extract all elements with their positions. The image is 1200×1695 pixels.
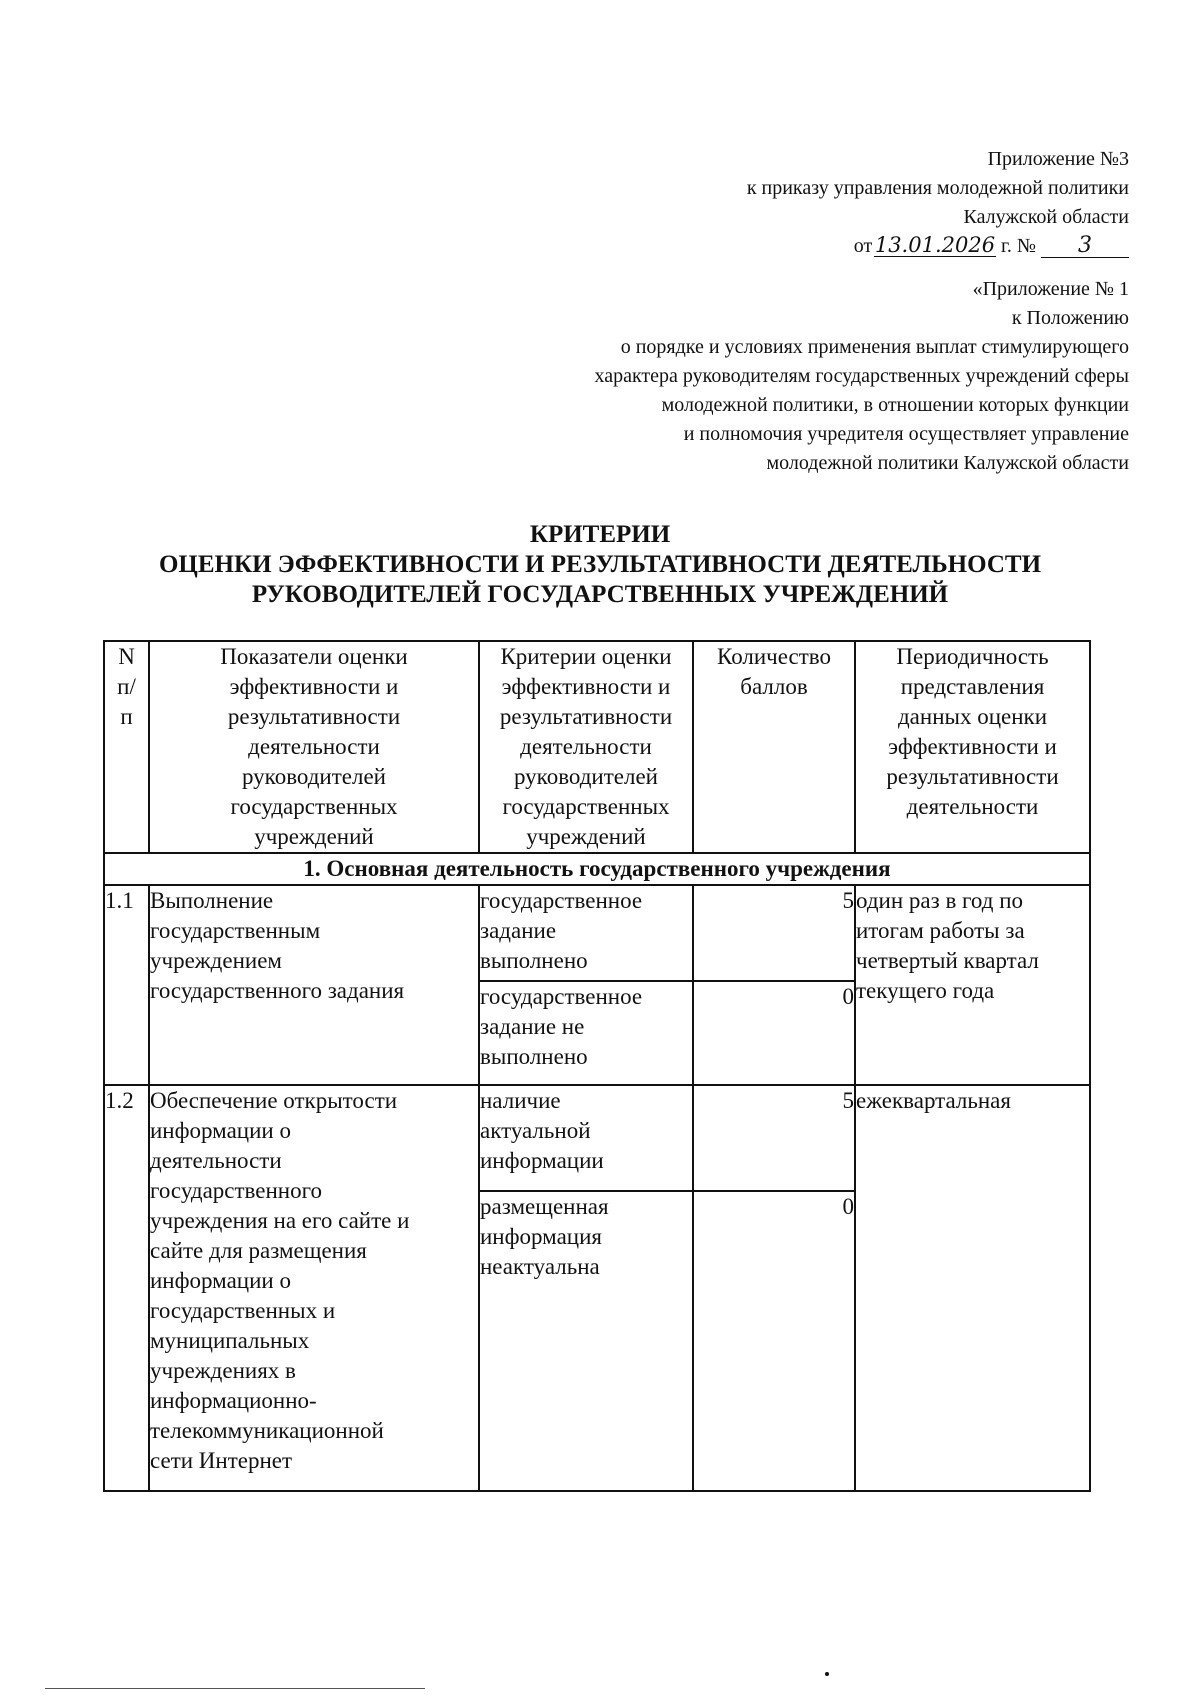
periodicity-cell: ежеквартальная <box>855 1085 1090 1491</box>
points-cell: 0 <box>693 1191 855 1491</box>
table-row <box>104 1085 1090 1191</box>
footer-divider <box>45 1688 425 1689</box>
regulation-line-4: характера руководителям государственных учреждений сферы <box>594 365 1129 387</box>
table-row <box>104 885 1090 981</box>
points-cell: 0 <box>693 981 855 1085</box>
header-indicator: Показатели оценки эффективности и результативности деятельности руководителей государственных учреждений <box>149 641 479 853</box>
indicator-cell: Выполнение государственным учреждением государственного задания <box>149 885 479 1085</box>
criteria-cell: государственное задание не выполнено <box>479 981 693 1085</box>
year-suffix: г. <box>1000 235 1012 257</box>
header-points: Количество баллов <box>693 641 855 853</box>
table-header-row <box>104 641 1090 853</box>
appendix-order-line: к приказу управления молодежной политики <box>746 177 1129 199</box>
regulation-line-6: и полномочия учредителя осуществляет управление <box>683 423 1129 445</box>
appendix-region-line: Калужской области <box>963 206 1129 228</box>
title-line-1: КРИТЕРИИ <box>529 521 671 548</box>
points-cell: 5 <box>693 1085 855 1191</box>
appendix-title: Приложение №3 <box>987 148 1129 170</box>
handwritten-date: 13.01.2026 <box>874 233 996 257</box>
section-title: 1. Основная деятельность государственного учреждения <box>104 853 1090 885</box>
criteria-cell: наличие актуальной информации <box>479 1085 693 1191</box>
criteria-table <box>103 640 1091 1492</box>
header-criteria: Критерии оценки эффективности и результативности деятельности руководителей государственных учреждений <box>479 641 693 853</box>
criteria-cell: государственное задание выполнено <box>479 885 693 981</box>
date-prefix: от <box>853 235 873 257</box>
title-line-2: ОЦЕНКИ ЭФФЕКТИВНОСТИ И РЕЗУЛЬТАТИВНОСТИ ДЕЯТЕЛЬНОСТИ <box>158 551 1042 578</box>
points-cell: 5 <box>693 885 855 981</box>
row-number: 1.2 <box>104 1085 149 1491</box>
regulation-line-7: молодежной политики Калужской области <box>766 452 1129 474</box>
number-label: № <box>1016 235 1036 257</box>
criteria-cell: размещенная информация неактуальна <box>479 1191 693 1491</box>
appendix-header <box>747 145 1129 261</box>
periodicity-cell: один раз в год по итогам работы за четвертый квартал текущего года <box>855 885 1090 1085</box>
indicator-cell: Обеспечение открытости информации о деятельности государственного учреждения на его сайте и сайте для размещения информации о государственных и муниципальных учреждениях в информационно- телекоммуникационной сети Интернет <box>149 1085 479 1491</box>
document-title <box>0 520 1200 610</box>
scan-dot <box>825 1672 829 1676</box>
regulation-line-2: к Положению <box>1011 307 1129 329</box>
row-number: 1.1 <box>104 885 149 1085</box>
regulation-header <box>594 275 1129 478</box>
section-row <box>104 853 1090 885</box>
title-line-3: РУКОВОДИТЕЛЕЙ ГОСУДАРСТВЕННЫХ УЧРЕЖДЕНИЙ <box>251 581 949 608</box>
regulation-line-1: «Приложение № 1 <box>972 278 1129 300</box>
header-periodicity: Периодичность представления данных оценки эффективности и результативности деятельности <box>855 641 1090 853</box>
regulation-line-3: о порядке и условиях применения выплат стимулирующего <box>620 336 1129 358</box>
regulation-line-5: молодежной политики, в отношении которых функции <box>661 394 1129 416</box>
header-num: N п/ п <box>104 641 149 853</box>
appendix-date-line <box>747 232 1129 261</box>
handwritten-number: 3 <box>1041 235 1129 258</box>
